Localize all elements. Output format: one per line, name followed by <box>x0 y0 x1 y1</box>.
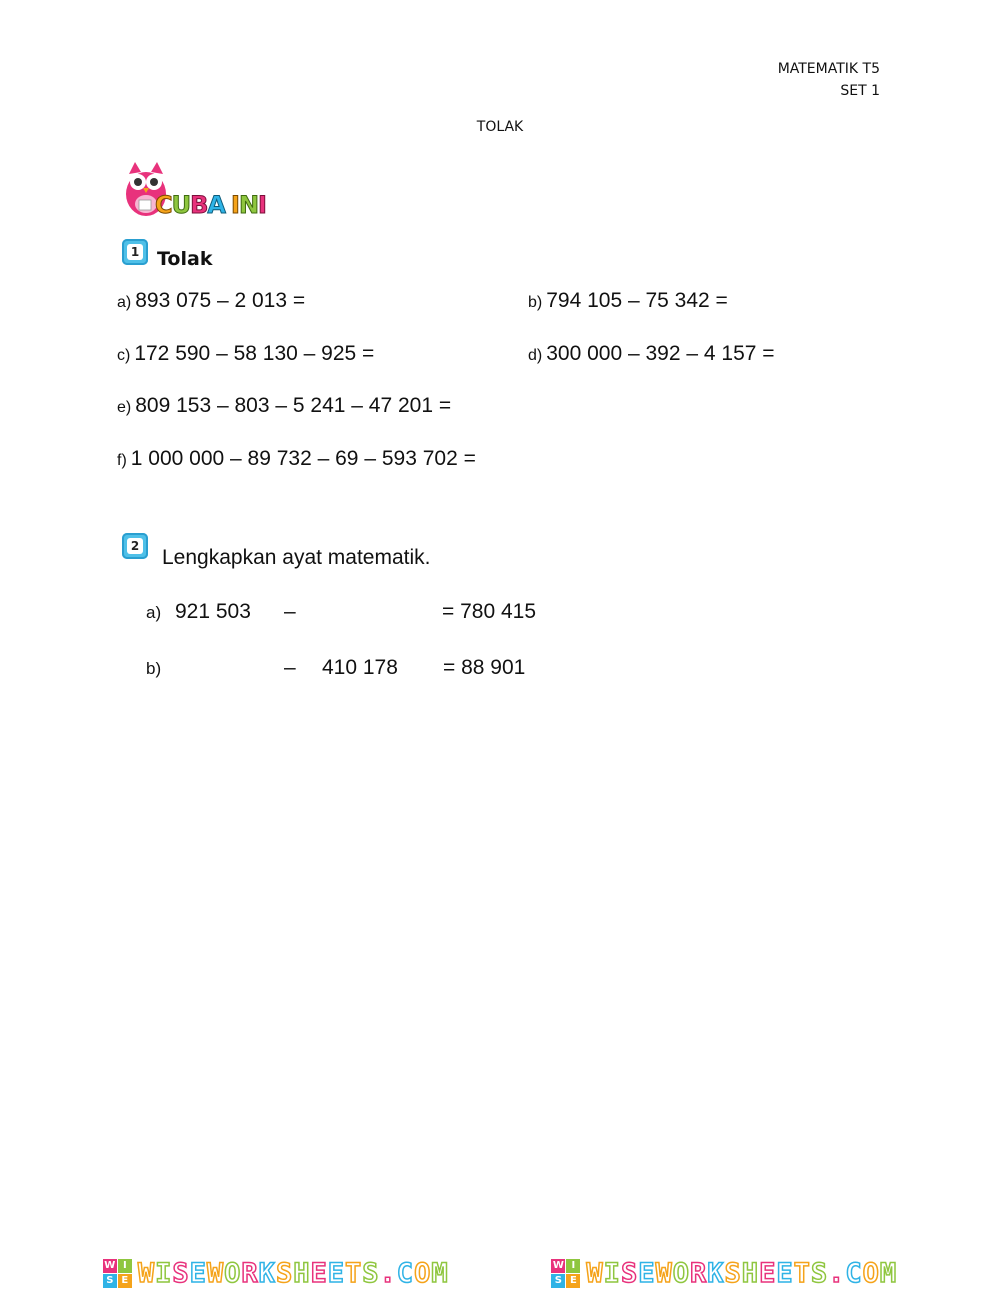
question-label: c) <box>117 347 131 364</box>
watermark-letter: W <box>206 1257 225 1289</box>
question-label: f) <box>117 452 127 469</box>
item-a-result: = 780 415 <box>442 600 537 623</box>
watermark-letter: S <box>275 1257 294 1289</box>
wise-logo-letter: S <box>551 1274 565 1288</box>
logo-letter: I <box>258 191 266 219</box>
watermark-letter: S <box>810 1257 829 1289</box>
watermark-letter: M <box>879 1257 898 1289</box>
logo-letter: N <box>238 191 259 219</box>
question-d <box>528 342 775 366</box>
watermark-letter: K <box>707 1257 725 1289</box>
section-2-badge <box>122 533 148 559</box>
question-label: d) <box>528 347 543 364</box>
watermark-letter: S <box>172 1257 190 1289</box>
footer-watermark <box>0 1255 1000 1291</box>
question-expression: 300 000 – 392 – 4 157 = <box>546 342 775 365</box>
cuba-ini-logo <box>117 160 289 226</box>
watermark-letter: H <box>741 1257 760 1289</box>
section-1-number: 1 <box>127 244 143 260</box>
question-expression: 809 153 – 803 – 5 241 – 47 201 = <box>135 394 452 417</box>
item-b-answer-blank[interactable] <box>175 656 265 680</box>
logo-text <box>155 193 266 217</box>
watermark-letter: . <box>379 1257 397 1289</box>
watermark-letter: O <box>862 1257 880 1289</box>
item-b-label: b) <box>146 659 162 678</box>
question-expression: 893 075 – 2 013 = <box>135 289 306 312</box>
question-expression: 794 105 – 75 342 = <box>546 289 728 312</box>
logo-letter: I <box>231 191 239 219</box>
question-c <box>117 342 374 366</box>
logo-letter: C <box>155 191 172 219</box>
wise-logo-letter: E <box>118 1274 132 1288</box>
watermark-letter: H <box>293 1257 311 1289</box>
question-b <box>528 289 728 313</box>
item-b-result: = 88 901 <box>443 656 526 679</box>
watermark-letter: M <box>431 1257 449 1289</box>
watermark-letter: E <box>638 1257 656 1289</box>
wise-logo-letter: E <box>566 1274 580 1288</box>
watermark-letter: R <box>241 1257 259 1289</box>
question-e <box>117 394 451 418</box>
watermark-letter: C <box>845 1257 863 1289</box>
section-2-number: 2 <box>127 538 143 554</box>
section-1-badge <box>122 239 148 265</box>
watermark-letter: S <box>362 1257 380 1289</box>
wise-logo-letter: S <box>103 1274 117 1288</box>
watermark-letter: I <box>155 1257 173 1289</box>
question-expression: 1 000 000 – 89 732 – 69 – 593 702 = <box>130 447 476 470</box>
watermark-letter: O <box>414 1257 432 1289</box>
logo-letter: B <box>190 191 208 219</box>
wise-logo-icon <box>551 1259 580 1288</box>
watermark-text <box>586 1258 897 1289</box>
wise-logo-letter: I <box>118 1259 132 1273</box>
question-expression: 172 590 – 58 130 – 925 = <box>134 342 375 365</box>
wise-logo-letter: W <box>104 1260 116 1271</box>
header-subject: MATEMATIK T5 <box>777 61 880 77</box>
item-a-operator: – <box>284 600 296 623</box>
watermark-text <box>138 1258 449 1289</box>
item-b-second: 410 178 <box>322 656 398 679</box>
question-a <box>117 289 305 313</box>
page-title: TOLAK <box>476 119 524 135</box>
section-1-title: Tolak <box>157 248 213 270</box>
item-a-first: 921 503 <box>175 600 251 623</box>
watermark-letter: W <box>586 1257 604 1289</box>
watermark-letter: E <box>189 1257 207 1289</box>
question-label: a) <box>117 294 132 311</box>
watermark-letter: S <box>620 1257 639 1289</box>
wise-logo-letter: I <box>566 1259 580 1273</box>
watermark-letter: O <box>672 1257 690 1289</box>
item-a-answer-blank[interactable] <box>322 600 412 624</box>
watermark-letter: E <box>776 1257 794 1289</box>
question-label: e) <box>117 399 132 416</box>
section-2-title: Lengkapkan ayat matematik. <box>162 546 431 569</box>
watermark-letter: R <box>690 1257 708 1289</box>
watermark-letter: W <box>655 1257 673 1289</box>
watermark-right <box>551 1258 897 1289</box>
logo-letter: U <box>171 191 191 219</box>
watermark-letter: C <box>396 1257 415 1289</box>
watermark-letter: E <box>310 1257 328 1289</box>
question-f <box>117 447 476 471</box>
question-label: b) <box>528 294 543 311</box>
watermark-left <box>103 1258 449 1289</box>
watermark-letter: W <box>137 1257 156 1289</box>
wise-logo-letter: W <box>552 1260 564 1271</box>
watermark-letter: K <box>258 1257 276 1289</box>
watermark-letter: O <box>224 1257 242 1289</box>
watermark-letter: T <box>793 1257 811 1289</box>
header-set: SET 1 <box>840 83 880 99</box>
watermark-letter: I <box>603 1257 621 1289</box>
wise-logo-icon <box>103 1259 132 1288</box>
watermark-letter: E <box>327 1257 345 1289</box>
item-a-label: a) <box>146 603 162 622</box>
item-b-operator: – <box>284 656 296 679</box>
logo-letter: A <box>207 191 225 219</box>
watermark-letter: S <box>724 1257 742 1289</box>
watermark-letter: . <box>828 1257 846 1289</box>
watermark-letter: E <box>759 1257 777 1289</box>
watermark-letter: T <box>345 1257 363 1289</box>
